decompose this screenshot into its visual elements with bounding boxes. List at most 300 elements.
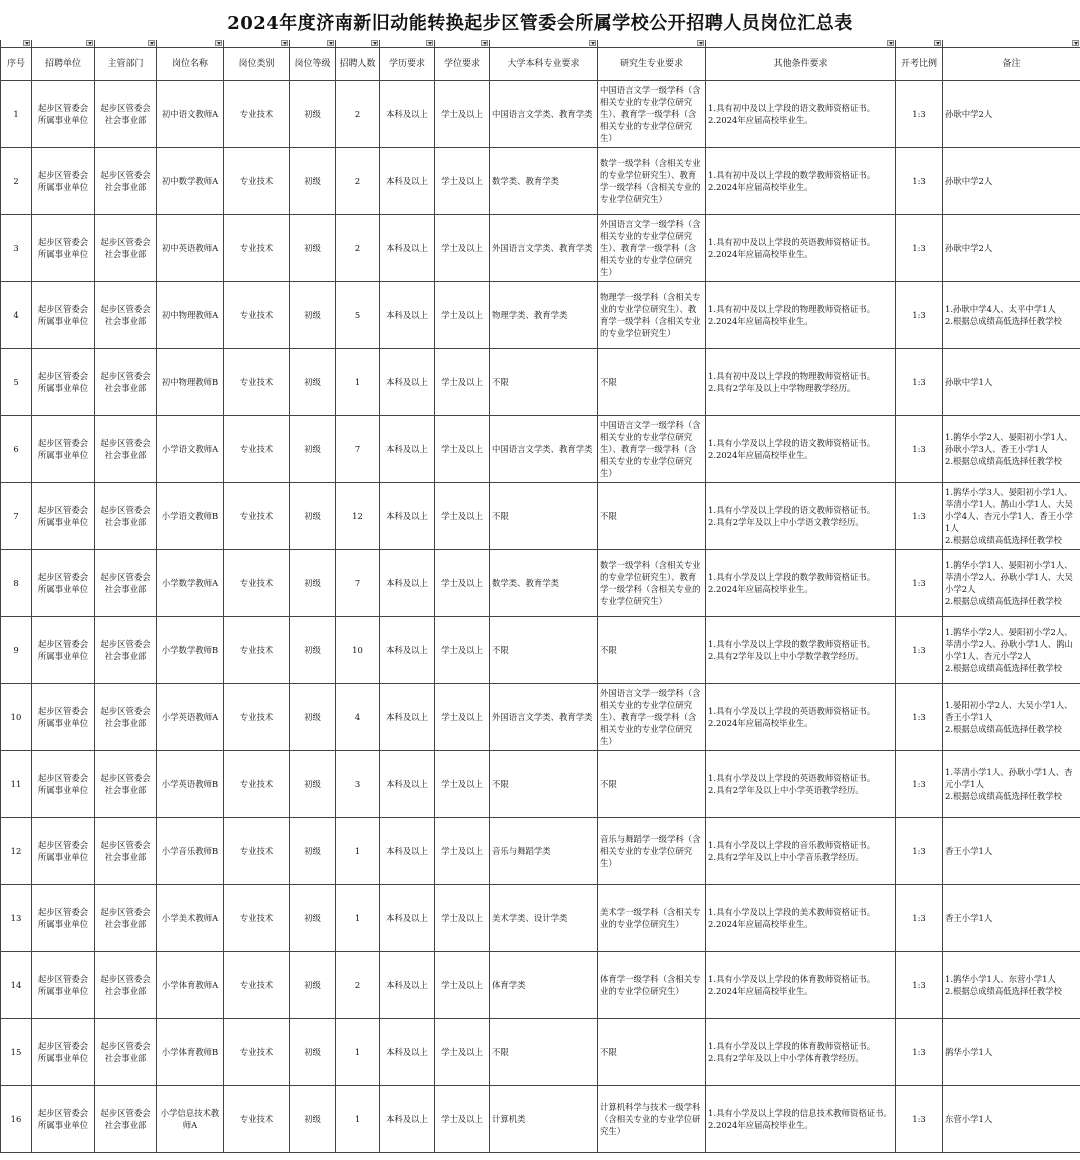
table-cell[interactable] bbox=[598, 952, 706, 1019]
table-cell[interactable] bbox=[896, 684, 943, 751]
column-header[interactable]: 岗位名称 bbox=[157, 48, 224, 81]
table-cell[interactable] bbox=[435, 349, 490, 416]
table-cell[interactable] bbox=[290, 483, 336, 550]
table-cell[interactable] bbox=[706, 81, 896, 148]
table-cell[interactable] bbox=[706, 885, 896, 952]
table-cell[interactable] bbox=[943, 349, 1080, 416]
table-cell[interactable] bbox=[943, 1086, 1080, 1153]
table-cell[interactable] bbox=[706, 349, 896, 416]
table-cell[interactable] bbox=[1, 818, 32, 885]
table-cell[interactable] bbox=[598, 1086, 706, 1153]
table-cell[interactable] bbox=[95, 818, 157, 885]
table-row bbox=[1, 81, 1080, 148]
filter-cell bbox=[290, 40, 336, 48]
filter-cell bbox=[336, 40, 380, 48]
table-cell[interactable] bbox=[896, 416, 943, 483]
column-header[interactable]: 开考比例 bbox=[896, 48, 943, 81]
table-cell[interactable] bbox=[290, 617, 336, 684]
table-cell[interactable] bbox=[224, 282, 290, 349]
table-cell[interactable] bbox=[896, 1086, 943, 1153]
table-cell[interactable] bbox=[598, 483, 706, 550]
table-cell[interactable] bbox=[1, 1019, 32, 1086]
table-cell[interactable] bbox=[290, 148, 336, 215]
table-cell[interactable] bbox=[224, 952, 290, 1019]
table-cell[interactable] bbox=[224, 416, 290, 483]
table-cell[interactable] bbox=[598, 1019, 706, 1086]
table-cell[interactable] bbox=[1, 1086, 32, 1153]
cell-text: 专业技术 bbox=[239, 176, 274, 186]
table-cell[interactable] bbox=[706, 818, 896, 885]
table-cell[interactable] bbox=[224, 684, 290, 751]
table-cell[interactable] bbox=[490, 1019, 598, 1086]
table-cell[interactable] bbox=[157, 349, 224, 416]
cell-text: 1 bbox=[354, 1114, 361, 1124]
cell-text: 小学数学教师A bbox=[161, 578, 219, 588]
filter-dropdown-icon[interactable] bbox=[371, 40, 378, 46]
cell-text: 起步区管委会社会事业部 bbox=[100, 304, 151, 326]
table-cell[interactable] bbox=[1, 349, 32, 416]
table-cell[interactable] bbox=[943, 81, 1080, 148]
filter-dropdown-icon[interactable] bbox=[589, 40, 596, 46]
cell-text: 学士及以上 bbox=[441, 511, 483, 521]
table-cell[interactable] bbox=[490, 483, 598, 550]
table-cell[interactable] bbox=[336, 885, 380, 952]
table-cell[interactable] bbox=[943, 885, 1080, 952]
table-cell[interactable] bbox=[157, 483, 224, 550]
table-cell[interactable] bbox=[32, 550, 95, 617]
column-header[interactable]: 主管部门 bbox=[95, 48, 157, 81]
table-cell[interactable] bbox=[157, 148, 224, 215]
table-cell[interactable] bbox=[706, 483, 896, 550]
table-cell[interactable] bbox=[32, 617, 95, 684]
table-cell[interactable] bbox=[95, 684, 157, 751]
table-cell[interactable] bbox=[32, 349, 95, 416]
filter-cell bbox=[1, 40, 32, 48]
table-cell[interactable] bbox=[896, 483, 943, 550]
table-cell[interactable] bbox=[706, 1086, 896, 1153]
table-cell[interactable] bbox=[290, 751, 336, 818]
table-cell[interactable] bbox=[95, 483, 157, 550]
table-cell[interactable] bbox=[224, 215, 290, 282]
table-cell[interactable] bbox=[95, 282, 157, 349]
table-cell[interactable] bbox=[336, 1019, 380, 1086]
table-cell[interactable] bbox=[706, 215, 896, 282]
filter-dropdown-icon[interactable] bbox=[23, 40, 30, 46]
table-cell[interactable] bbox=[380, 952, 435, 1019]
table-cell[interactable] bbox=[1, 617, 32, 684]
filter-dropdown-icon[interactable] bbox=[426, 40, 433, 46]
table-cell[interactable] bbox=[157, 1019, 224, 1086]
cell-text: 初级 bbox=[304, 846, 321, 856]
table-cell[interactable] bbox=[490, 885, 598, 952]
table-cell[interactable] bbox=[290, 1019, 336, 1086]
table-cell[interactable] bbox=[380, 550, 435, 617]
table-cell[interactable] bbox=[435, 952, 490, 1019]
cell-text: 初中英语教师A bbox=[161, 243, 219, 253]
table-cell[interactable] bbox=[380, 684, 435, 751]
table-cell[interactable] bbox=[290, 550, 336, 617]
table-cell[interactable] bbox=[224, 81, 290, 148]
table-cell[interactable] bbox=[490, 684, 598, 751]
cell-text: 数学一级学科（含相关专业的专业学位研究生）、教育学一级学科（含相关专业的专业学位研究生） bbox=[600, 158, 701, 204]
table-cell[interactable] bbox=[1, 148, 32, 215]
column-header[interactable]: 其他条件要求 bbox=[706, 48, 896, 81]
table-cell[interactable] bbox=[380, 148, 435, 215]
cell-text: 起步区管委会所属事业单位 bbox=[37, 438, 89, 460]
table-cell[interactable] bbox=[896, 81, 943, 148]
cell-text: 起步区管委会所属事业单位 bbox=[37, 572, 89, 594]
table-cell[interactable] bbox=[95, 617, 157, 684]
table-cell[interactable] bbox=[32, 684, 95, 751]
table-cell[interactable] bbox=[490, 282, 598, 349]
table-cell[interactable] bbox=[336, 416, 380, 483]
table-cell[interactable] bbox=[95, 81, 157, 148]
table-cell[interactable] bbox=[490, 148, 598, 215]
table-cell[interactable] bbox=[32, 483, 95, 550]
table-cell[interactable] bbox=[380, 617, 435, 684]
table-cell[interactable] bbox=[290, 952, 336, 1019]
filter-dropdown-icon[interactable] bbox=[86, 40, 93, 46]
sheet-title: 2024年度济南新旧动能转换起步区管委会所属学校公开招聘人员岗位汇总表 bbox=[227, 13, 853, 34]
table-cell[interactable] bbox=[435, 282, 490, 349]
table-cell[interactable] bbox=[336, 81, 380, 148]
cell-text: 不限 bbox=[600, 377, 617, 387]
table-row bbox=[1, 483, 1080, 550]
table-cell[interactable] bbox=[380, 282, 435, 349]
table-cell[interactable] bbox=[224, 751, 290, 818]
filter-dropdown-icon[interactable] bbox=[1072, 40, 1079, 46]
table-cell[interactable] bbox=[943, 282, 1080, 349]
table-cell[interactable] bbox=[32, 1019, 95, 1086]
cell-text: 外国语言文学一级学科（含相关专业的专业学位研究生）、教育学一级学科（含相关专业的专业学位研究生） bbox=[600, 219, 701, 277]
table-cell[interactable] bbox=[95, 349, 157, 416]
table-cell[interactable] bbox=[336, 684, 380, 751]
table-cell[interactable] bbox=[598, 885, 706, 952]
table-row bbox=[1, 1019, 1080, 1086]
table-cell[interactable] bbox=[943, 416, 1080, 483]
table-cell[interactable] bbox=[157, 215, 224, 282]
table-cell[interactable] bbox=[490, 81, 598, 148]
table-cell[interactable] bbox=[435, 751, 490, 818]
table-cell[interactable] bbox=[157, 550, 224, 617]
table-cell[interactable] bbox=[943, 617, 1080, 684]
cell-text: 1 bbox=[354, 377, 361, 387]
table-cell[interactable] bbox=[943, 751, 1080, 818]
table-cell[interactable] bbox=[490, 751, 598, 818]
table-cell[interactable] bbox=[380, 349, 435, 416]
cell-text: 体育学一级学科（含相关专业的专业学位研究生） bbox=[600, 974, 701, 996]
cell-text: 1:3 bbox=[912, 176, 926, 186]
table-cell[interactable] bbox=[706, 282, 896, 349]
table-cell[interactable] bbox=[95, 550, 157, 617]
table-cell[interactable] bbox=[706, 617, 896, 684]
table-cell[interactable] bbox=[896, 818, 943, 885]
filter-dropdown-icon[interactable] bbox=[327, 40, 334, 46]
table-cell[interactable] bbox=[435, 617, 490, 684]
table-cell[interactable] bbox=[490, 952, 598, 1019]
cell-text: 孙耿中学2人 bbox=[945, 243, 993, 253]
table-cell[interactable] bbox=[157, 81, 224, 148]
cell-text: 1 bbox=[13, 109, 19, 119]
table-cell[interactable] bbox=[490, 818, 598, 885]
table-cell[interactable] bbox=[95, 148, 157, 215]
table-cell[interactable] bbox=[290, 684, 336, 751]
table-cell[interactable] bbox=[224, 1019, 290, 1086]
table-cell[interactable] bbox=[32, 416, 95, 483]
column-header[interactable]: 序号 bbox=[1, 48, 32, 81]
table-cell[interactable] bbox=[290, 215, 336, 282]
table-cell[interactable] bbox=[943, 550, 1080, 617]
cell-text: 起步区管委会社会事业部 bbox=[100, 371, 151, 393]
cell-text: 小学语文教师B bbox=[161, 511, 219, 521]
table-cell[interactable] bbox=[435, 818, 490, 885]
table-cell[interactable] bbox=[336, 148, 380, 215]
table-cell[interactable] bbox=[157, 751, 224, 818]
table-cell[interactable] bbox=[95, 885, 157, 952]
cell-text: 起步区管委会社会事业部 bbox=[100, 572, 151, 594]
table-cell[interactable] bbox=[224, 550, 290, 617]
table-cell[interactable] bbox=[290, 349, 336, 416]
filter-dropdown-icon[interactable] bbox=[281, 40, 288, 46]
table-cell[interactable] bbox=[290, 416, 336, 483]
table-cell[interactable] bbox=[435, 483, 490, 550]
table-cell[interactable] bbox=[896, 148, 943, 215]
table-cell[interactable] bbox=[896, 282, 943, 349]
table-cell[interactable] bbox=[706, 952, 896, 1019]
table-cell[interactable] bbox=[598, 818, 706, 885]
table-cell[interactable] bbox=[490, 550, 598, 617]
cell-text: 本科及以上 bbox=[386, 310, 428, 320]
table-cell[interactable] bbox=[336, 282, 380, 349]
table-cell[interactable] bbox=[157, 952, 224, 1019]
table-cell[interactable] bbox=[380, 1086, 435, 1153]
table-cell[interactable] bbox=[95, 952, 157, 1019]
table-cell[interactable] bbox=[32, 282, 95, 349]
table-cell[interactable] bbox=[896, 617, 943, 684]
table-cell[interactable] bbox=[32, 952, 95, 1019]
table-cell[interactable] bbox=[598, 416, 706, 483]
table-cell[interactable] bbox=[706, 416, 896, 483]
table-cell[interactable] bbox=[598, 617, 706, 684]
table-cell[interactable] bbox=[896, 751, 943, 818]
cell-text: 起步区管委会所属事业单位 bbox=[37, 103, 89, 125]
table-cell[interactable] bbox=[896, 550, 943, 617]
table-cell[interactable] bbox=[896, 1019, 943, 1086]
table-cell[interactable] bbox=[224, 818, 290, 885]
table-cell[interactable] bbox=[896, 349, 943, 416]
column-header[interactable]: 大学本科专业要求 bbox=[490, 48, 598, 81]
table-cell[interactable] bbox=[380, 416, 435, 483]
table-cell[interactable] bbox=[943, 952, 1080, 1019]
table-cell[interactable] bbox=[290, 818, 336, 885]
table-cell[interactable] bbox=[943, 148, 1080, 215]
cell-text: 2.根据总成绩高低选择任教学校 bbox=[945, 791, 1062, 801]
table-cell[interactable] bbox=[157, 617, 224, 684]
filter-dropdown-icon[interactable] bbox=[148, 40, 155, 46]
table-cell[interactable] bbox=[490, 416, 598, 483]
filter-dropdown-icon[interactable] bbox=[934, 40, 941, 46]
table-cell[interactable] bbox=[435, 416, 490, 483]
table-cell[interactable] bbox=[290, 81, 336, 148]
column-header[interactable]: 招聘单位 bbox=[32, 48, 95, 81]
table-cell[interactable] bbox=[598, 215, 706, 282]
table-cell[interactable] bbox=[435, 1019, 490, 1086]
cell-text: 起步区管委会社会事业部 bbox=[100, 438, 151, 460]
column-header[interactable]: 研究生专业要求 bbox=[598, 48, 706, 81]
table-cell[interactable] bbox=[1, 684, 32, 751]
table-cell[interactable] bbox=[380, 1019, 435, 1086]
table-cell[interactable] bbox=[95, 751, 157, 818]
table-cell[interactable] bbox=[598, 148, 706, 215]
table-cell[interactable] bbox=[32, 818, 95, 885]
table-cell[interactable] bbox=[490, 215, 598, 282]
table-cell[interactable] bbox=[336, 349, 380, 416]
filter-cell bbox=[598, 40, 706, 48]
table-cell[interactable] bbox=[224, 1086, 290, 1153]
table-cell[interactable] bbox=[1, 483, 32, 550]
filter-cell bbox=[224, 40, 290, 48]
filter-dropdown-icon[interactable] bbox=[697, 40, 704, 46]
table-cell[interactable] bbox=[1, 550, 32, 617]
cell-text: 孙耿中学2人 bbox=[945, 109, 993, 119]
cell-text: 孙耿中学1人 bbox=[945, 377, 993, 387]
table-cell[interactable] bbox=[1, 885, 32, 952]
column-header[interactable]: 学位要求 bbox=[435, 48, 490, 81]
table-cell[interactable] bbox=[943, 684, 1080, 751]
column-header[interactable]: 学历要求 bbox=[380, 48, 435, 81]
table-cell[interactable] bbox=[32, 1086, 95, 1153]
table-cell[interactable] bbox=[706, 550, 896, 617]
cell-text: 1:3 bbox=[912, 377, 926, 387]
cell-text: 本科及以上 bbox=[386, 176, 428, 186]
table-cell[interactable] bbox=[380, 483, 435, 550]
table-cell[interactable] bbox=[896, 952, 943, 1019]
filter-dropdown-icon[interactable] bbox=[215, 40, 222, 46]
cell-text: 2.具有2学年及以上中小学音乐教学经历。 bbox=[708, 852, 864, 862]
table-cell[interactable] bbox=[706, 751, 896, 818]
cell-text: 1.鹊华小学2人、晏阳初小学1人、孙耿小学3人、香王小学1人 bbox=[945, 432, 1073, 454]
table-cell[interactable] bbox=[95, 416, 157, 483]
table-cell[interactable] bbox=[706, 1019, 896, 1086]
table-cell[interactable] bbox=[95, 1086, 157, 1153]
table-cell[interactable] bbox=[435, 684, 490, 751]
table-cell[interactable] bbox=[490, 1086, 598, 1153]
table-cell[interactable] bbox=[435, 215, 490, 282]
table-cell[interactable] bbox=[157, 1086, 224, 1153]
table-cell[interactable] bbox=[157, 684, 224, 751]
table-cell[interactable] bbox=[1, 952, 32, 1019]
table-cell[interactable] bbox=[598, 349, 706, 416]
table-cell[interactable] bbox=[95, 215, 157, 282]
table-cell[interactable] bbox=[896, 885, 943, 952]
table-cell[interactable] bbox=[224, 483, 290, 550]
table-cell[interactable] bbox=[290, 282, 336, 349]
table-cell[interactable] bbox=[598, 684, 706, 751]
table-cell[interactable] bbox=[598, 81, 706, 148]
table-cell[interactable] bbox=[598, 550, 706, 617]
table-cell[interactable] bbox=[1, 81, 32, 148]
table-cell[interactable] bbox=[157, 818, 224, 885]
table-cell[interactable] bbox=[336, 818, 380, 885]
cell-text: 数学类、教育学类 bbox=[492, 578, 559, 588]
table-cell[interactable] bbox=[1, 282, 32, 349]
column-header[interactable]: 备注 bbox=[943, 48, 1080, 81]
table-cell[interactable] bbox=[896, 215, 943, 282]
table-cell[interactable] bbox=[1, 215, 32, 282]
table-cell[interactable] bbox=[157, 282, 224, 349]
table-cell[interactable] bbox=[32, 81, 95, 148]
table-cell[interactable] bbox=[943, 483, 1080, 550]
table-cell[interactable] bbox=[336, 751, 380, 818]
table-cell[interactable] bbox=[380, 215, 435, 282]
table-cell[interactable] bbox=[706, 684, 896, 751]
table-cell[interactable] bbox=[290, 1086, 336, 1153]
table-cell[interactable] bbox=[435, 1086, 490, 1153]
table-cell[interactable] bbox=[490, 349, 598, 416]
table-cell[interactable] bbox=[1, 416, 32, 483]
table-cell[interactable] bbox=[380, 885, 435, 952]
filter-dropdown-icon[interactable] bbox=[887, 40, 894, 46]
table-cell[interactable] bbox=[598, 282, 706, 349]
table-cell[interactable] bbox=[336, 1086, 380, 1153]
table-cell[interactable] bbox=[32, 215, 95, 282]
table-cell[interactable] bbox=[224, 148, 290, 215]
table-cell[interactable] bbox=[290, 885, 336, 952]
table-cell[interactable] bbox=[380, 751, 435, 818]
column-header[interactable]: 招聘人数 bbox=[336, 48, 380, 81]
table-cell[interactable] bbox=[435, 148, 490, 215]
cell-text: 1:3 bbox=[912, 779, 926, 789]
table-row bbox=[1, 282, 1080, 349]
cell-text: 小学数学教师B bbox=[161, 645, 219, 655]
table-cell[interactable] bbox=[490, 617, 598, 684]
column-header[interactable]: 岗位类别 bbox=[224, 48, 290, 81]
column-header[interactable]: 岗位等级 bbox=[290, 48, 336, 81]
table-cell[interactable] bbox=[336, 483, 380, 550]
table-cell[interactable] bbox=[157, 416, 224, 483]
table-cell[interactable] bbox=[32, 751, 95, 818]
table-cell[interactable] bbox=[1, 751, 32, 818]
table-cell[interactable] bbox=[598, 751, 706, 818]
table-cell[interactable] bbox=[706, 148, 896, 215]
cell-text: 2.具有2学年及以上中小学语文教学经历。 bbox=[708, 517, 864, 527]
table-cell[interactable] bbox=[435, 81, 490, 148]
cell-text: 2.具有2学年及以上中小学英语教学经历。 bbox=[708, 785, 864, 795]
table-cell[interactable] bbox=[336, 617, 380, 684]
table-cell[interactable] bbox=[943, 215, 1080, 282]
table-cell[interactable] bbox=[336, 215, 380, 282]
table-cell[interactable] bbox=[336, 952, 380, 1019]
table-cell[interactable] bbox=[336, 550, 380, 617]
table-cell[interactable] bbox=[435, 885, 490, 952]
table-cell[interactable] bbox=[32, 148, 95, 215]
table-cell[interactable] bbox=[157, 885, 224, 952]
table-cell[interactable] bbox=[435, 550, 490, 617]
table-cell[interactable] bbox=[224, 617, 290, 684]
table-cell[interactable] bbox=[224, 349, 290, 416]
table-cell[interactable] bbox=[943, 818, 1080, 885]
cell-text: 2 bbox=[354, 243, 361, 253]
table-cell[interactable] bbox=[380, 81, 435, 148]
table-cell[interactable] bbox=[95, 1019, 157, 1086]
table-cell[interactable] bbox=[943, 1019, 1080, 1086]
table-cell[interactable] bbox=[380, 818, 435, 885]
table-cell[interactable] bbox=[224, 885, 290, 952]
table-cell[interactable] bbox=[32, 885, 95, 952]
cell-text: 初级 bbox=[304, 1114, 321, 1124]
filter-dropdown-icon[interactable] bbox=[481, 40, 488, 46]
cell-text: 5 bbox=[354, 310, 361, 320]
